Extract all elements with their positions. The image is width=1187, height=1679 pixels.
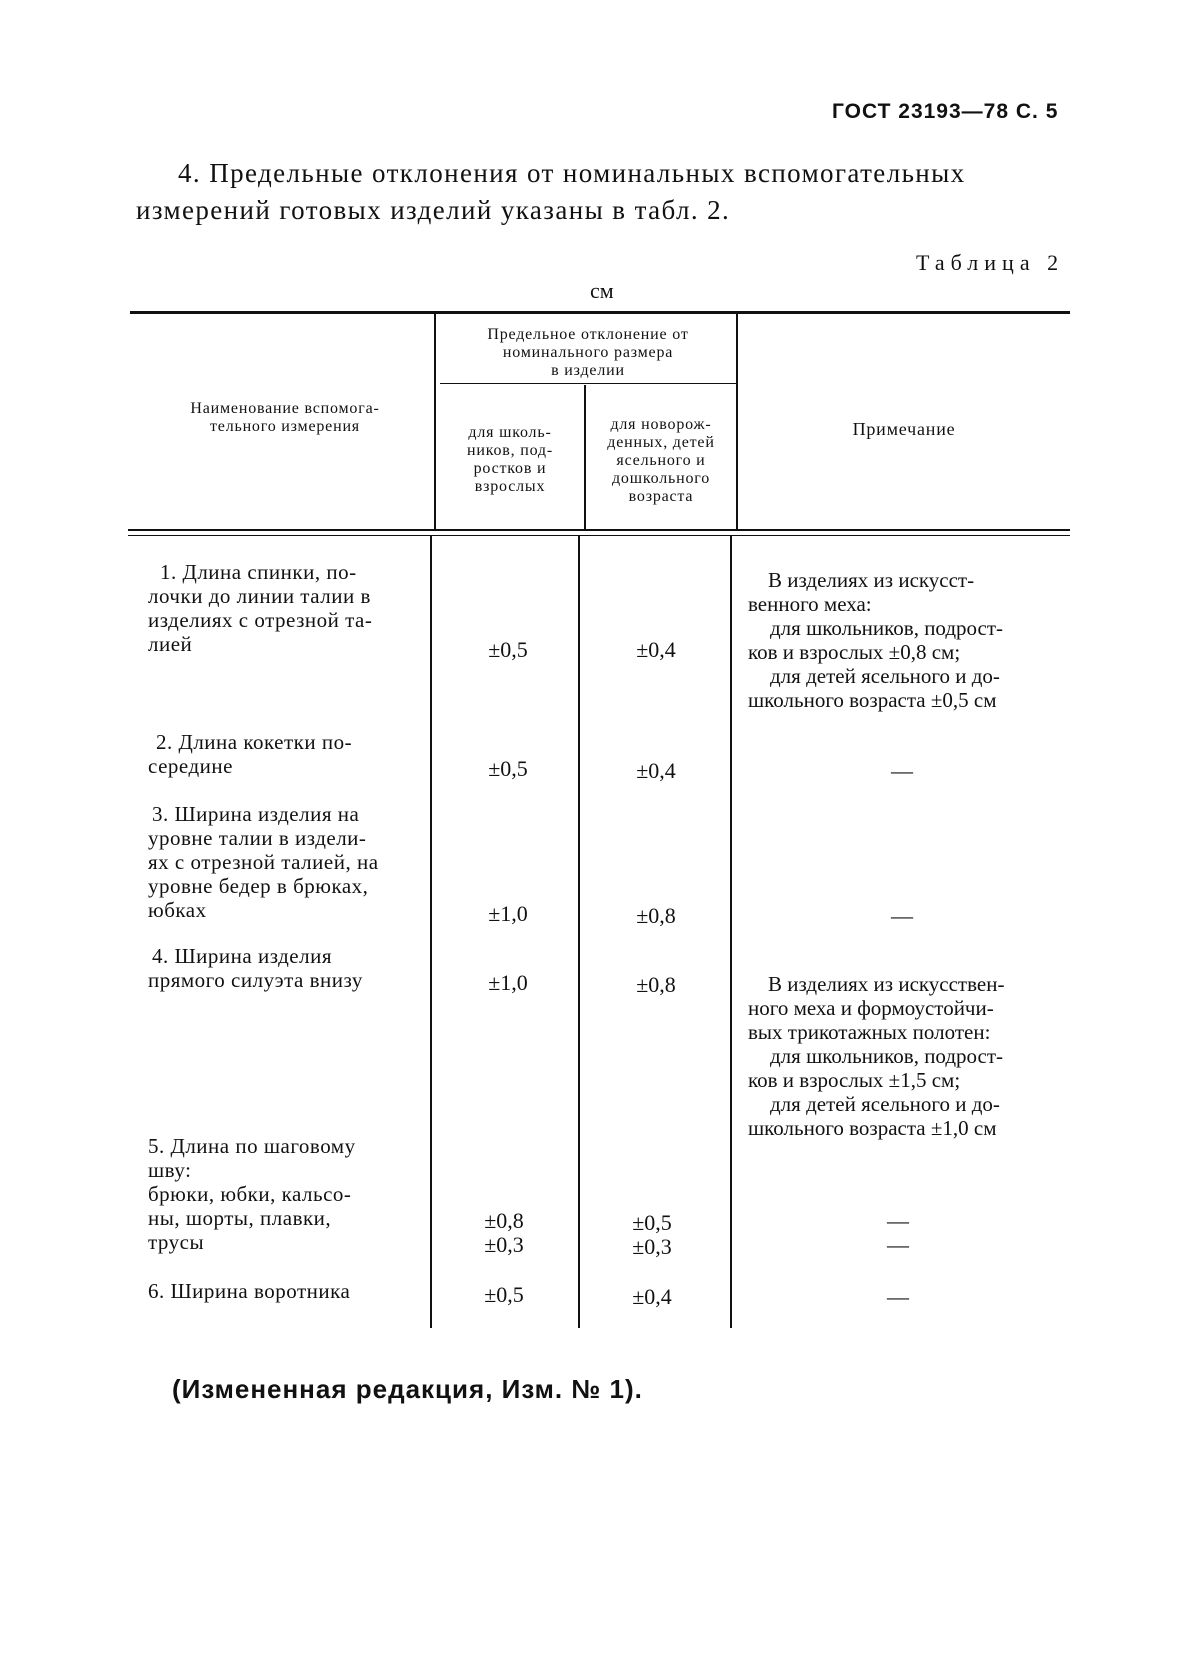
intro-line-2: измерений готовых изделий указаны в табл. 2. (136, 195, 731, 225)
col-header-note: Примечание (852, 419, 956, 439)
col-header-name: Наименование вспомога- тельного измерения (190, 400, 380, 435)
intro-line-1: 4. Предельные отклонения от номинальных вспомогательных (178, 158, 966, 188)
row-5-name: 5. Длина по шаговому шву: брюки, юбки, кальсо- ны, шорты, плавки, трусы (148, 1134, 356, 1254)
row-3-children: ±0,8 (636, 903, 676, 928)
row-5-children-1: ±0,5 (632, 1210, 672, 1235)
row-4-adults: ±1,0 (488, 970, 528, 995)
row-5-note-dash-1: — (887, 1208, 909, 1233)
vline-3-body (730, 536, 732, 1328)
row-1-adults: ±0,5 (488, 637, 528, 662)
vline-1-body (430, 536, 432, 1328)
row-1-children: ±0,4 (636, 637, 676, 662)
row-4-name: 4. Ширина изделия прямого силуэта внизу (148, 944, 363, 992)
row-2-name: 2. Длина кокетки по- середине (148, 730, 353, 778)
row-4-note: В изделиях из искусствен- ного меха и формоустойчи- вых трикотажных полотен: для школьников, подрост- ков и взрослых ±1,5 см; для детей ясельного и до- школьного возраста ±1,0 см (748, 972, 1005, 1140)
table-label: Таблица 2 (916, 250, 1065, 275)
vline-1-header (434, 313, 436, 529)
header-bottom-rule-1 (128, 529, 1070, 531)
amendment-note: (Измененная редакция, Изм. № 1). (172, 1374, 643, 1404)
row-6-note-dash: — (887, 1284, 909, 1309)
row-5-adults-2: ±0,3 (484, 1232, 524, 1257)
header-bottom-rule-2 (128, 535, 1070, 536)
row-6-children: ±0,4 (632, 1284, 672, 1309)
table-top-rule (130, 311, 1070, 314)
row-1-name: 1. Длина спинки, по- лочки до линии талии в изделиях с отрезной та- лией (148, 560, 373, 656)
row-6-adults: ±0,5 (484, 1282, 524, 1307)
row-5-children-2: ±0,3 (632, 1234, 672, 1259)
row-2-note-dash: — (891, 758, 913, 783)
row-1-note: В изделиях из искусст- венного меха: для школьников, подрост- ков и взрослых ±0,8 см; для детей ясельного и до- школьного возраста ±0,5 см (748, 568, 1004, 712)
unit-label: см (590, 278, 614, 303)
row-5-note-dash-2: — (887, 1232, 909, 1257)
row-3-name: 3. Ширина изделия на уровне талии в издели- ях с отрезной талией, на уровне бедер в брюках, юбках (148, 802, 379, 922)
row-6-name: 6. Ширина воротника (148, 1279, 351, 1303)
row-3-note-dash: — (891, 903, 913, 928)
vline-2-body (578, 536, 580, 1328)
col-header-deviation-group: Предельное отклонение от номинального размера в изделии (487, 326, 689, 379)
col-header-children: для новорож- денных, детей ясельного и дошкольного возраста (607, 416, 715, 505)
row-4-children: ±0,8 (636, 972, 676, 997)
col-header-adults: для школь- ников, под- ростков и взрослых (466, 424, 553, 495)
row-3-adults: ±1,0 (488, 901, 528, 926)
row-5-adults-1: ±0,8 (484, 1208, 524, 1233)
group-header-rule (440, 383, 736, 384)
row-2-adults: ±0,5 (488, 756, 528, 781)
row-2-children: ±0,4 (636, 758, 676, 783)
document-header: ГОСТ 23193—78 С. 5 (832, 100, 1059, 123)
